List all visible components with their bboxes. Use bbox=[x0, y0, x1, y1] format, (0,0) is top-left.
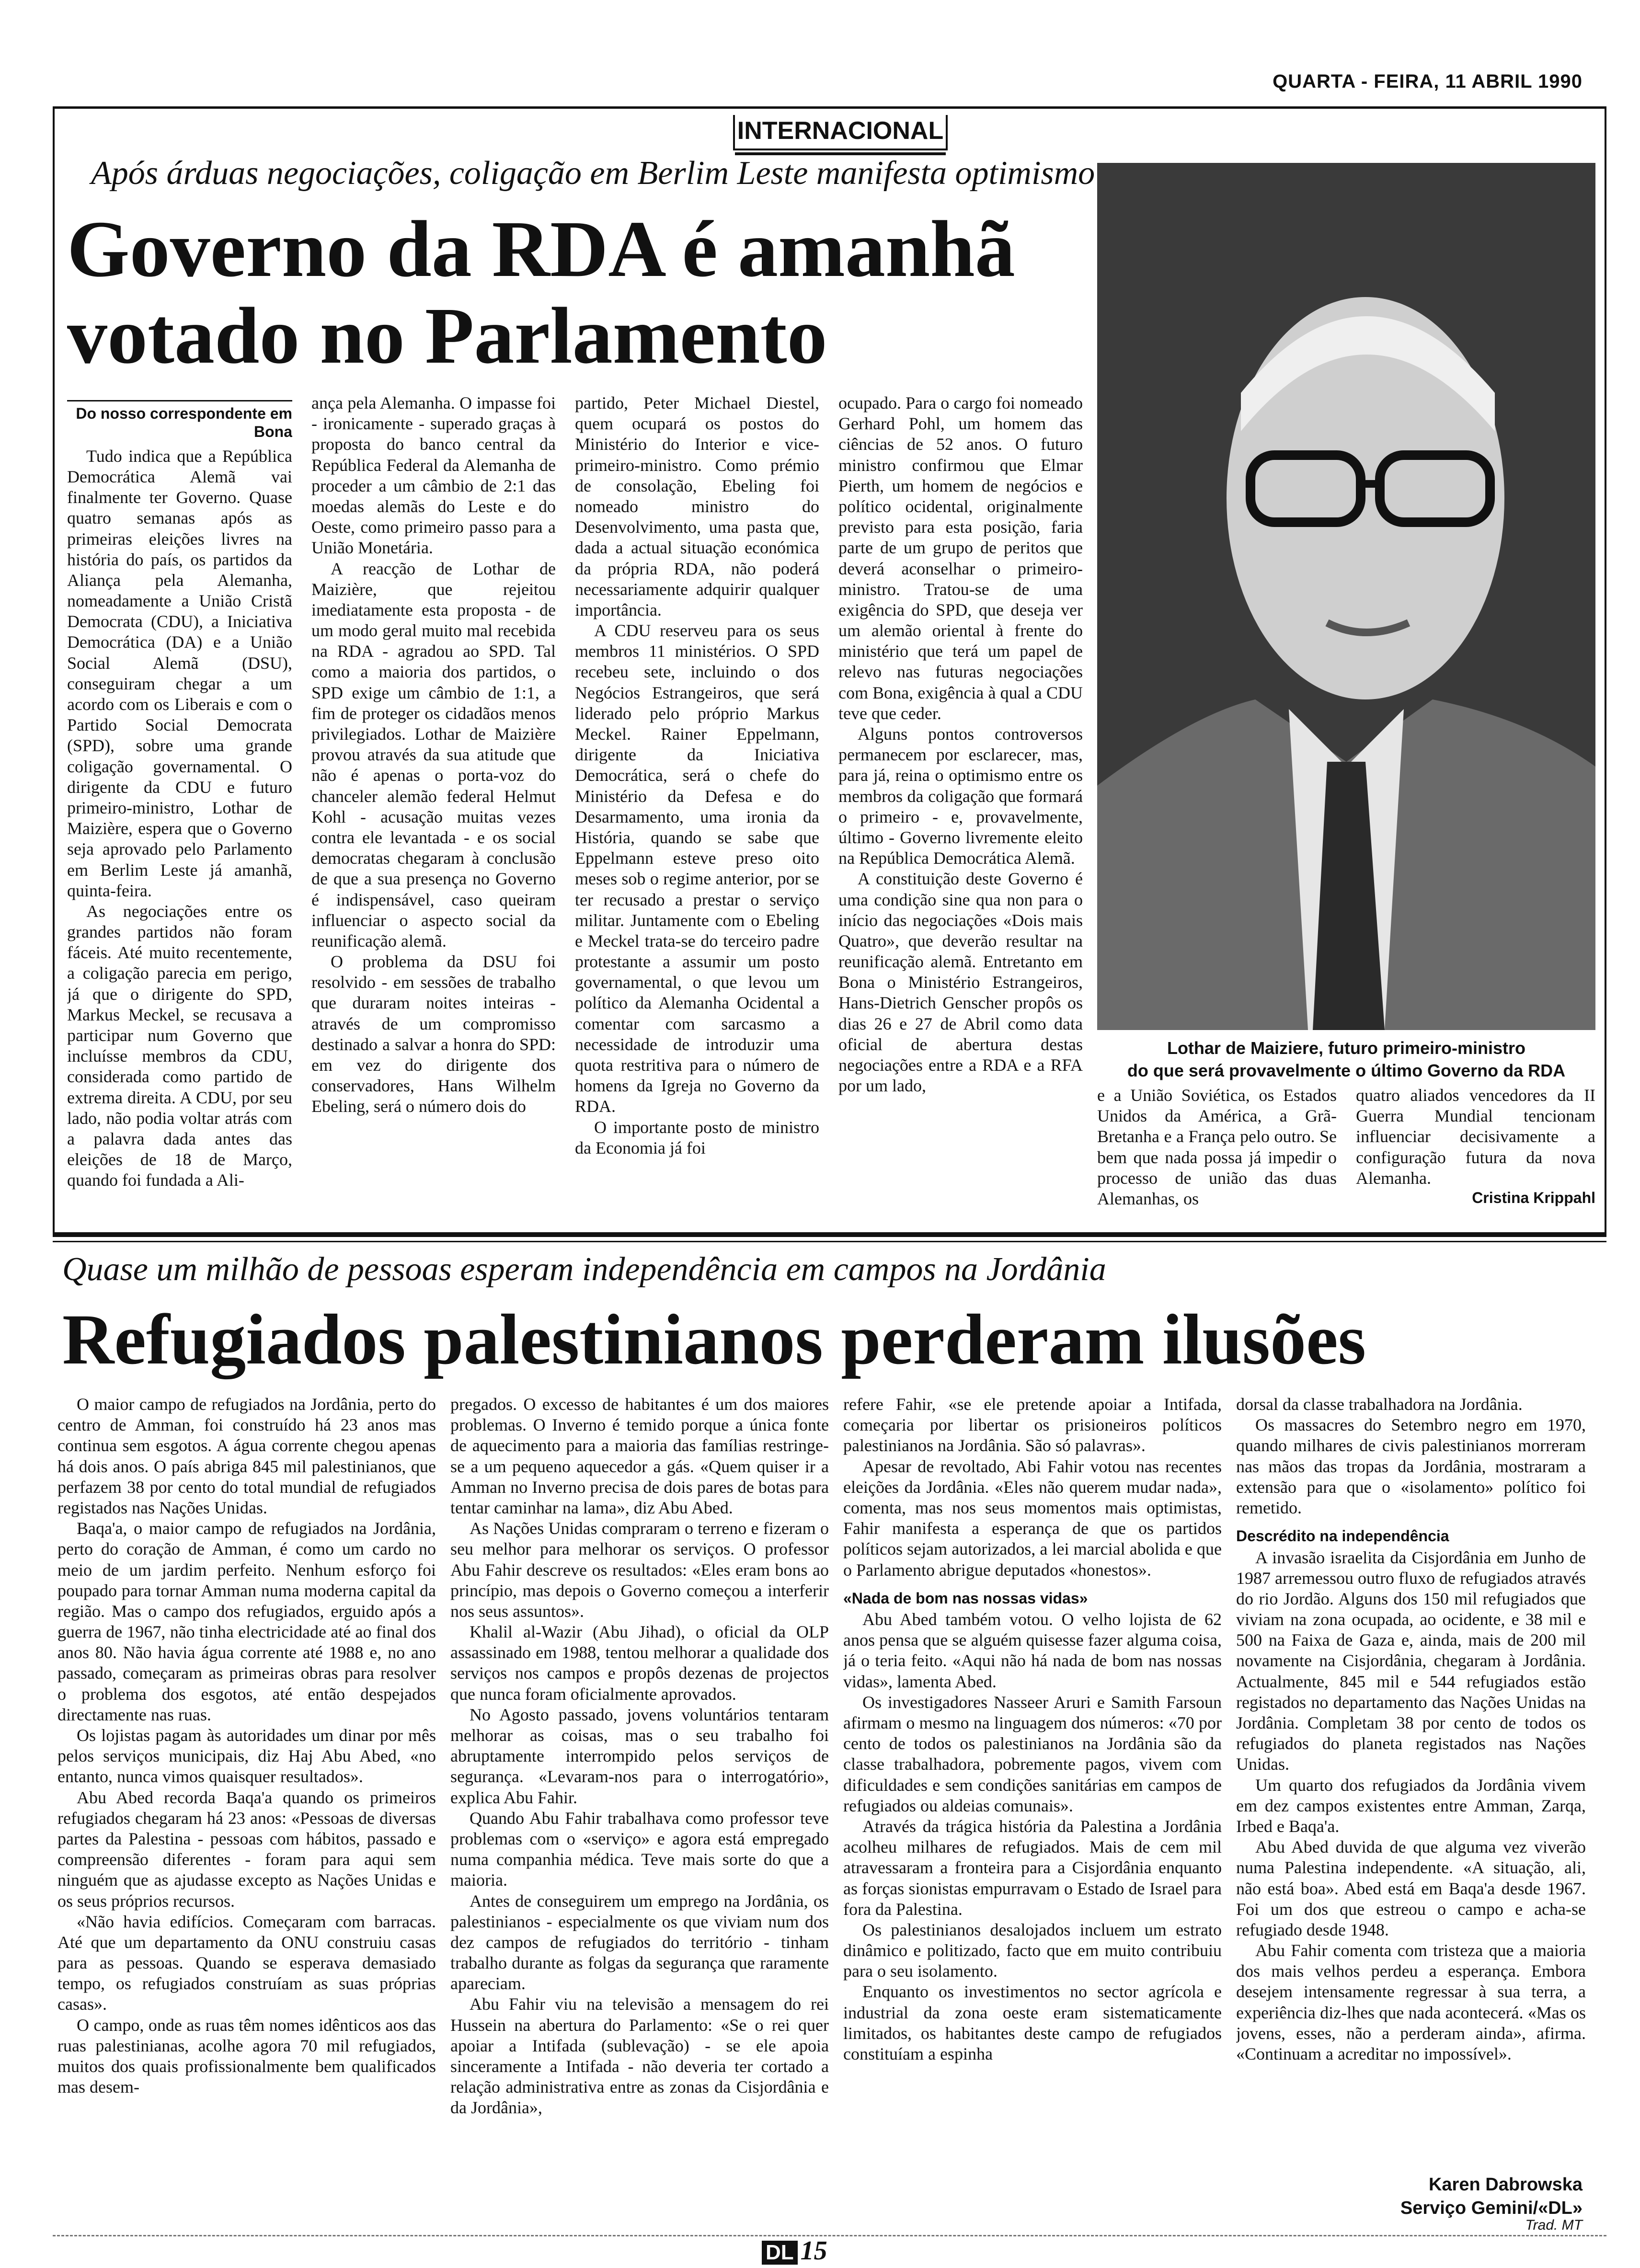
paragraph: O maior campo de refugiados na Jordânia, perto do centro de Amman, foi construído há 23 anos mas continua sem esgotos. A água corrente chegou apenas há dois anos. O país abriga 845 mil palestinianos, que perfazem 38 por cento do total mundial de refugiados registados nas Nações Unidas. bbox=[57, 1395, 436, 1517]
portrait-photo-graphic bbox=[1097, 163, 1595, 1030]
article2-signature-name: Karen Dabrowska bbox=[1428, 2175, 1583, 2195]
dl-logo: DL bbox=[762, 2241, 798, 2265]
paragraph: Os investigadores Nasseer Aruri e Samith Farsoun afirmam o mesmo na linguagem dos números: «70 por cento de todos os palestinianos na Jordânia são da classe trabalhadora, pobremente pagos, vivem com dificuldades e sem condições sanitárias em campos de refugiados ou aldeias comunais». bbox=[843, 1692, 1222, 1815]
paragraph: partido, Peter Michael Diestel, quem ocupará os postos do Ministério do Interior e vice-primeiro-ministro. Como prémio de consolação, Ebeling foi nomeado ministro do Desenvolvimento, uma pasta que, dada a actual situação económica da própria RDA, não poderá necessariamente adquirir qualquer importância. bbox=[575, 393, 819, 619]
paragraph: Apesar de revoltado, Abi Fahir votou nas recentes eleições da Jordânia. «Eles não querem mudar nada», comenta, mas nos seus momentos mais optimistas, Fahir manifesta a esperança de que os partidos políticos sejam autorizados, a lei marcial abolida e que o Parlamento abrigue deputados «honestos». bbox=[843, 1456, 1222, 1580]
paragraph: Os lojistas pagam às autoridades um dinar por mês pelos serviços municipais, diz Haj Abu Abed, «no entanto, nunca vimos quaisquer resultados». bbox=[57, 1726, 436, 1787]
article2-subhead-1: «Nada de bom nas nossas vidas» bbox=[843, 1589, 1088, 1607]
article2-kicker: Quase um milhão de pessoas esperam independência em campos na Jordânia bbox=[62, 1251, 1106, 1288]
portrait-photo bbox=[1097, 163, 1595, 1030]
paragraph: Antes de conseguirem um emprego na Jordânia, os palestinianos - especialmente os que viviam num dos dez campos de refugiados do território - tinham trabalho durante as folgas da segurança que raramente apareciam. bbox=[450, 1891, 829, 1993]
paragraph: Abu Fahir comenta com tristeza que a maioria dos mais velhos perdeu a esperança. Embora desejem intensamente regressar à sua terra, a experiência diz-lhes que nada acontecerá. «Mas os jovens, esses, não a perderam ainda», afirma. «Continuam a acreditar no impossível». bbox=[1236, 1941, 1586, 2064]
paragraph: Através da trágica história da Palestina a Jordânia acolheu milhares de refugiados. Mais de cem mil atravessaram a fronteira para a Cisjordânia enquanto as forças sionistas empurravam o Estado de Israel para fora da Palestina. bbox=[843, 1816, 1222, 1919]
article2-headline: Refugiados palestinianos perderam ilusões bbox=[62, 1300, 1366, 1379]
top-rule bbox=[53, 106, 1606, 109]
paragraph: Os massacres do Setembro negro em 1970, quando milhares de civis palestinianos morreram nas mãos das tropas da Jordânia, mostraram a extensão para que o «isolamento» político foi remetido. bbox=[1236, 1415, 1586, 1517]
article-divider-thin bbox=[53, 1241, 1606, 1242]
page-folio bbox=[762, 2235, 827, 2266]
article1-column-3 bbox=[575, 393, 819, 1224]
article1-headline-line2: votado no Parlamento bbox=[67, 291, 827, 381]
paragraph: Abu Fahir viu na televisão a mensagem do rei Hussein na abertura do Parlamento: «Se o rei quer apoiar a Intifada (sublevação) - se ele apoia sinceramente a Intifada - não deveria ter cortado a relação administrativa entre as zonas da Cisjordânia e da Jordânia», bbox=[450, 1994, 829, 2118]
paragraph: dorsal da classe trabalhadora na Jordânia. bbox=[1236, 1395, 1523, 1414]
paragraph: O importante posto de ministro da Economia já foi bbox=[575, 1117, 819, 1157]
paragraph: A constituição deste Governo é uma condição sine qua non para o início das negociações «Dois mais Quatro», que deverão resultar na reunificação alemã. Entretanto em Bona o Ministério Estrangeiros, Hans-Dietrich Genscher propôs os dias 26 e 27 de Abril como data oficial de abertura destas negociações entre a RDA e a RFA por um lado, bbox=[838, 869, 1083, 1096]
paragraph: «Não havia edifícios. Começaram com barracas. Até que um departamento da ONU construiu casas para as pessoas. Quando se esperava demasiado tempo, os refugiados construíam as suas próprias casas». bbox=[57, 1912, 436, 2014]
paragraph: Khalil al-Wazir (Abu Jihad), o oficial da OLP assassinado em 1988, tentou melhorar a qualidade dos serviços nos campos e propôs dezenas de projectos que nunca foram oficialmente aprovados. bbox=[450, 1622, 829, 1704]
paragraph: As negociações entre os grandes partidos não foram fáceis. Até muito recentemente, a coligação parecia em perigo, já que o dirigente do SPD, Markus Meckel, se recusava a participar num Governo que incluísse membros da CDU, considerada como partido de extrema direita. A CDU, por seu lado, não podia voltar atrás com a palavra dada antes das eleições de 18 de Março, quando foi fundada a Ali- bbox=[67, 901, 292, 1190]
article1-kicker: Após árduas negociações, coligação em Berlim Leste manifesta optimismo bbox=[91, 155, 1095, 192]
translator-credit: Trad. MT bbox=[1525, 2217, 1583, 2233]
paragraph: Abu Abed duvida de que alguma vez viverão numa Palestina independente. «A situação, ali, não está boa». Abed está em Baqa'a desde 1967. Foi um dos que estreou o campo e acha-se refugiado desde 1948. bbox=[1236, 1837, 1586, 1939]
paragraph: No Agosto passado, jovens voluntários tentaram melhorar as coisas, mas o seu trabalho foi abruptamente interrompido pelos serviços de segurança. «Levaram-nos para o interrogatório», explica Abu Fahir. bbox=[450, 1705, 829, 1807]
paragraph: Abu Abed também votou. O velho lojista de 62 anos pensa que se alguém quisesse fazer alguma coisa, já o teria feito. «Aqui não há nada de bom nas nossas vidas», lamenta Abed. bbox=[843, 1610, 1222, 1691]
paragraph: A invasão israelita da Cisjordânia em Junho de 1987 arremessou outro fluxo de refugiados através do rio Jordão. Alguns dos 150 mil refugiados que viviam na zona ocupada, ao ocidente, e 38 mil e 500 na Faixa de Gaza e, ainda, mais de 200 mil novamente na Cisjordânia, chegaram à Jordânia. Actualmente, 845 mil e 544 refugiados estão registados no departamento das Nações Unidas na Jordânia. Completam 38 por cento de todos os refugiados do planeta registados nas Nações Unidas. bbox=[1236, 1547, 1586, 1774]
photo-caption-line2: do que será provavelmente o último Governo da RDA bbox=[1127, 1060, 1566, 1080]
paragraph: ança pela Alemanha. O impasse foi - ironicamente - superado graças à proposta do banco central da República Federal da Alemanha de proceder a um câmbio de 2:1 das moedas alemãs do Leste e do Oeste, como primeiro passo para a União Monetária. bbox=[311, 393, 556, 558]
article2-column-4 bbox=[1236, 1394, 1586, 2165]
article1-column-2 bbox=[311, 393, 556, 1224]
article1-byline: Do nosso correspondente em Bona bbox=[67, 400, 292, 441]
paragraph: A reacção de Lothar de Maizière, que rejeitou imediatamente esta proposta - de um modo geral muito mal recebida na RDA - agradou ao SPD. Tal como a maioria dos partidos, o SPD exige um câmbio de 1:1, a fim de proteger os cidadãos menos privilegiados. Lothar de Maizière provou através da sua atitude que não é apenas o porta-voz do chanceler alemão federal Helmut Kohl - acusação muitas vezes contra ele levantada - e os social democratas chegaram à conclusão de que a sua presença no Governo é indispensável, caso queiram influenciar o aspecto social da reunificação alemã. bbox=[311, 559, 556, 951]
section-label: INTERNACIONAL bbox=[733, 115, 948, 150]
photo-caption-line1: Lothar de Maiziere, futuro primeiro-ministro bbox=[1167, 1038, 1526, 1058]
paragraph: pregados. O excesso de habitantes é um dos maiores problemas. O Inverno é temido porque a única fonte de aquecimento para a maioria das famílias restringe-se a um pequeno aquecedor a gás. «Quem quiser ir a Amman no Inverno precisa de dois pares de botas para tentar caminhar na lama», diz Abu Abed. bbox=[450, 1395, 829, 1517]
paragraph: Tudo indica que a República Democrática Alemã vai finalmente ter Governo. Quase quatro semanas após as primeiras eleições livres na história do país, os partidos da Aliança pela Alemanha, nomeadamente a União Cristã Democrata (CDU), a Iniciativa Democrática (DA) e a União Social Alemã (DSU), conseguiram chegar a um acordo com os Liberais e com o Partido Social Democrata (SPD), sobre uma grande coligação governamental. O dirigente da CDU e futuro primeiro-ministro, Lothar de Maizière, espera que o Governo seja aprovado pelo Parlamento em Berlim Leste já amanhã, quinta-feira. bbox=[67, 446, 292, 900]
left-frame-rule bbox=[53, 106, 55, 1232]
paragraph: Um quarto dos refugiados da Jordânia vivem em dez campos existentes entre Amman, Zarqa, Irbed e Baqa'a. bbox=[1236, 1775, 1586, 1836]
article2-subhead-2: Descrédito na independência bbox=[1236, 1527, 1449, 1545]
article2-signature-agency: Serviço Gemini/«DL» bbox=[1400, 2198, 1583, 2219]
article1-column-1 bbox=[67, 400, 292, 1224]
article2-column-1 bbox=[57, 1394, 436, 2170]
page-number: 15 bbox=[800, 2236, 827, 2266]
paragraph: e a União Soviética, os Estados Unidos da América, a Grã-Bretanha e a França pelo outro. Se bem que nada possa já impedir o processo de união das duas Alemanhas, os bbox=[1097, 1086, 1337, 1208]
article2-signature bbox=[1400, 2173, 1583, 2221]
paragraph: Abu Abed recorda Baqa'a quando os primeiros refugiados chegaram há 23 anos: «Pessoas de diversas partes da Palestina - pessoas com hábitos, passado e compreensão diferentes - foram para aqui sem ninguém que as ajudasse excepto as Nações Unidas e os seus próprios recursos. bbox=[57, 1787, 436, 1911]
right-frame-rule bbox=[1605, 106, 1606, 1232]
article1-headline bbox=[67, 206, 1015, 380]
paragraph: Quando Abu Fahir trabalhava como professor teve problemas com o «serviço» e agora está empregado numa companhia médica. Teve mais sorte do que a maioria. bbox=[450, 1808, 829, 1890]
paragraph: quatro aliados vencedores da II Guerra Mundial tencionam influenciar decisivamente a configuração futura da nova Alemanha. bbox=[1356, 1086, 1595, 1188]
article1-signature: Cristina Krippahl bbox=[1472, 1189, 1595, 1206]
paragraph: Baqa'a, o maior campo de refugiados na Jordânia, perto do coração de Amman, é como um cardo no meio de um jardim perfeito. Nenhum esforço foi poupado para tornar Amman numa moderna capital da região. Mas o campo dos refugiados, erguido após a guerra de 1967, não tinha electricidade até ao final dos anos 80. Não havia água corrente até 1988 e, no ano passado, começaram as primeiras obras para resolver o problema dos esgotos, até então despejados directamente nas ruas. bbox=[57, 1519, 436, 1724]
bottom-rule bbox=[53, 2235, 1606, 2236]
article-divider bbox=[53, 1232, 1606, 1237]
article2-column-2 bbox=[450, 1394, 829, 2170]
paragraph: As Nações Unidas compraram o terreno e fizeram o seu melhor para melhorar os serviços. O professor Abu Fahir descreve os resultados: «Eles eram bons ao princípio, mas depois o Governo começou a interferir nos seus assuntos». bbox=[450, 1519, 829, 1621]
paragraph: refere Fahir, «se ele pretende apoiar a Intifada, começaria por libertar os prisioneiros políticos palestinianos na Jordânia. São só palavras». bbox=[843, 1395, 1222, 1455]
paragraph: Alguns pontos controversos permanecem por esclarecer, mas, para já, reina o optimismo entre os membros da coligação que formará o primeiro - e, provavelmente, último - Governo livremente eleito na República Democrática Alemã. bbox=[838, 724, 1083, 868]
article1-column-5 bbox=[1097, 1085, 1337, 1224]
paragraph: Enquanto os investimentos no sector agrícola e industrial da zona oeste eram sistematicamente limitados, os habitantes deste campo de refugiados constituíam a espinha bbox=[843, 1982, 1222, 2064]
paragraph: A CDU reserveu para os seus membros 11 ministérios. O SPD recebeu sete, incluindo o dos Negócios Estrangeiros, que será liderado pelo próprio Markus Meckel. Rainer Eppelmann, dirigente da Iniciativa Democrática, será o chefe do Ministério da Defesa e do Desarmamento, uma ironia da História, quando se sabe que Eppelmann esteve preso oito meses sob o regime anterior, por se ter recusado a prestar o serviço militar. Juntamente com o Ebeling e Meckel trata-se do terceiro padre protestante a assumir um posto governamental, o que levou um político da Alemanha Ocidental a comentar com sarcasmo a necessidade de introduzir uma quota restritiva para o número de homens da Igreja no Governo da RDA. bbox=[575, 621, 819, 1116]
paragraph: O problema da DSU foi resolvido - em sessões de trabalho que duraram noites inteiras - através de um compromisso destinado a salvar a honra do SPD: em vez do dirigente dos conservadores, Hans Wilhelm Ebeling, será o número dois do bbox=[311, 952, 556, 1116]
paragraph: ocupado. Para o cargo foi nomeado Gerhard Pohl, um homem das ciências de 52 anos. O futuro ministro confirmou que Elmar Pierth, um homem de negócios e político ocidental, originalmente previsto para esta posição, faria parte de um grupo de peritos que deverá aconselhar o primeiro-ministro. Tratou-se de uma exigência do SPD, que deseja ver um alemão oriental à frente do ministério que terá um papel de relevo nas futuras negociações com Bona, exigência à qual a CDU teve que ceder. bbox=[838, 393, 1083, 723]
article2-column-3 bbox=[843, 1394, 1222, 2170]
paragraph: Os palestinianos desalojados incluem um estrato dinâmico e politizado, facto que em muito contribuiu para o seu isolamento. bbox=[843, 1920, 1222, 1981]
dateline: QUARTA - FEIRA, 11 ABRIL 1990 bbox=[1273, 71, 1583, 92]
article1-column-6 bbox=[1356, 1085, 1595, 1224]
article1-column-4 bbox=[838, 393, 1083, 1224]
paragraph: O campo, onde as ruas têm nomes idênticos aos das ruas palestinianas, acolhe agora 70 mil refugiados, muitos dos quais profissionalmente bem qualificados mas desem- bbox=[57, 2015, 436, 2097]
photo-caption bbox=[1097, 1037, 1595, 1082]
article1-headline-line1: Governo da RDA é amanhã bbox=[67, 205, 1015, 294]
